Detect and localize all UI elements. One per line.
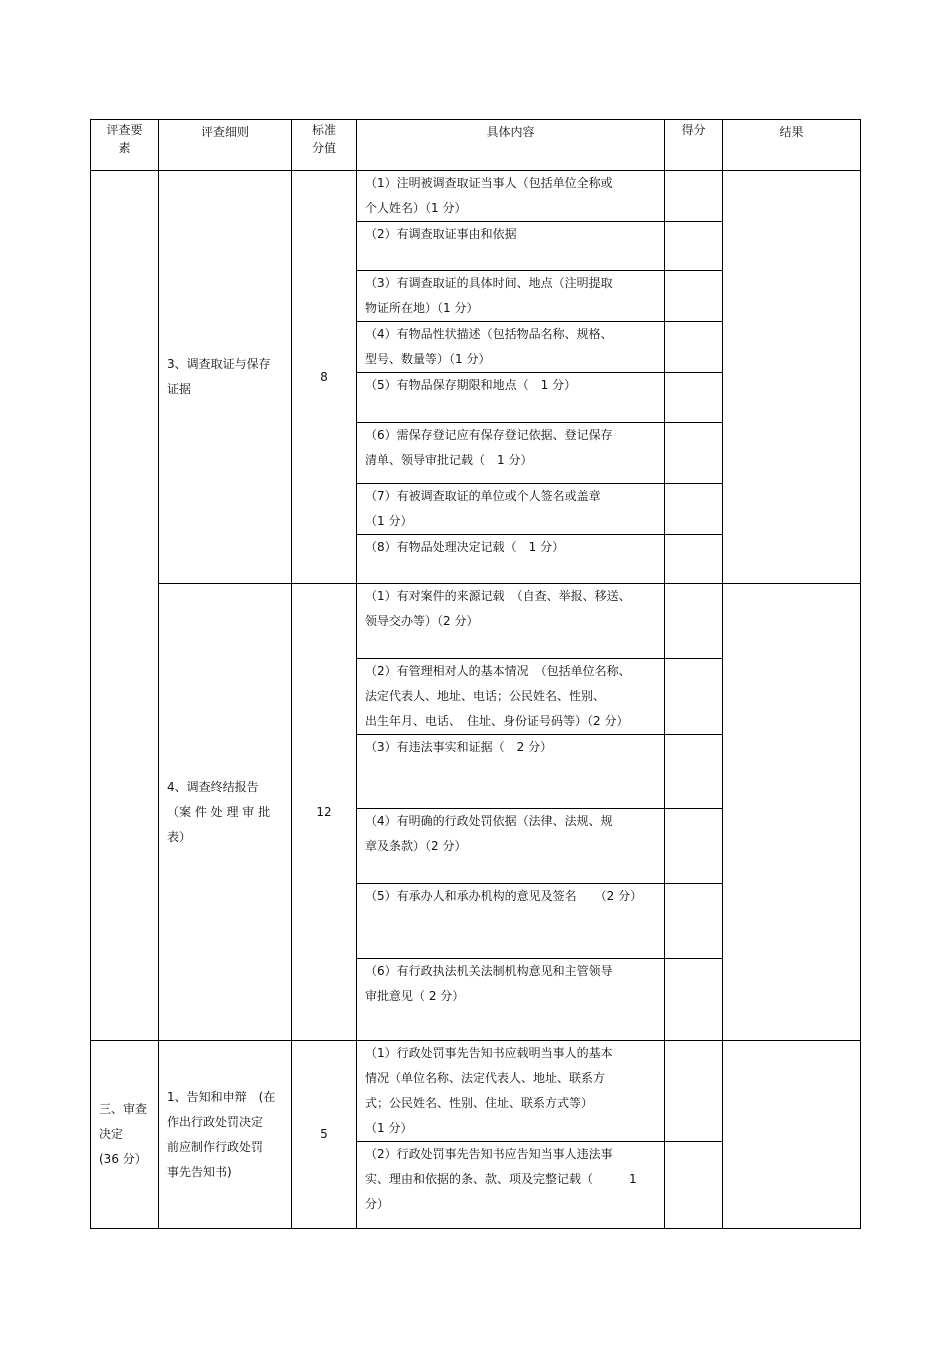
content-item: （5）有物品保存期限和地点（ 1 分） <box>357 373 665 423</box>
header-content: 具体内容 <box>357 120 665 171</box>
element-review: 三、审查 决定 (36 分） <box>91 1041 159 1229</box>
criterion-report: 4、调查终结报告 （案 件 处 理 审 批 表） <box>159 584 292 1041</box>
content-item: （2）有调查取证事由和依据 <box>357 222 665 271</box>
header-score: 得分 <box>665 120 723 171</box>
result-cell[interactable] <box>723 584 861 1041</box>
score-cell[interactable] <box>665 1142 723 1229</box>
criterion-evidence: 3、调查取证与保存 证据 <box>159 171 292 584</box>
result-cell[interactable] <box>723 1041 861 1229</box>
score-cell[interactable] <box>665 322 723 373</box>
header-row <box>91 120 861 171</box>
content-item: （6）需保存登记应有保存登记依据、登记保存 清单、领导审批记载（ 1 分） <box>357 423 665 484</box>
score-cell[interactable] <box>665 535 723 584</box>
content-item: （1）行政处罚事先告知书应载明当事人的基本 情况（单位名称、法定代表人、地址、联系方 式；公民姓名、性别、住址、联系方式等） （1 分） <box>357 1041 665 1142</box>
score-cell[interactable] <box>665 959 723 1041</box>
content-item: （2）有管理相对人的基本情况 （包括单位名称、 法定代表人、地址、电话；公民姓名、性别、 出生年月、电话、 住址、身份证号码等）（2 分） <box>357 659 665 735</box>
score-cell[interactable] <box>665 584 723 659</box>
content-item: （3）有调查取证的具体时间、地点（注明提取 物证所在地）（1 分） <box>357 271 665 322</box>
content-item: （2）行政处罚事先告知书应告知当事人违法事 实、理由和依据的条、款、项及完整记载（ 1 分） <box>357 1142 665 1229</box>
points-report: 12 <box>292 584 357 1041</box>
content-item: （8）有物品处理决定记载（ 1 分） <box>357 535 665 584</box>
header-element: 评查要 素 <box>91 120 159 171</box>
content-item: （7）有被调查取证的单位或个人签名或盖章 （1 分） <box>357 484 665 535</box>
result-cell[interactable] <box>723 171 861 584</box>
score-cell[interactable] <box>665 1041 723 1142</box>
header-result: 结果 <box>723 120 861 171</box>
score-cell[interactable] <box>665 659 723 735</box>
content-item: （1）注明被调查取证当事人（包括单位全称或 个人姓名）（1 分） <box>357 171 665 222</box>
header-standard: 标准 分值 <box>292 120 357 171</box>
content-item: （6）有行政执法机关法制机构意见和主管领导 审批意见（ 2 分） <box>357 959 665 1041</box>
score-cell[interactable] <box>665 423 723 484</box>
criterion-notice: 1、告知和申辩 (在 作出行政处罚决定 前应制作行政处罚 事先告知书) <box>159 1041 292 1229</box>
table-row <box>91 584 861 659</box>
score-cell[interactable] <box>665 735 723 809</box>
content-item: （4）有明确的行政处罚依据（法律、法规、规 章及条款）（2 分） <box>357 809 665 884</box>
score-cell[interactable] <box>665 809 723 884</box>
score-cell[interactable] <box>665 171 723 222</box>
score-cell[interactable] <box>665 222 723 271</box>
header-rules: 评查细则 <box>159 120 292 171</box>
table-row <box>91 171 861 222</box>
score-cell[interactable] <box>665 373 723 423</box>
points-notice: 5 <box>292 1041 357 1229</box>
content-item: （5）有承办人和承办机构的意见及签名 （2 分） <box>357 884 665 959</box>
score-cell[interactable] <box>665 271 723 322</box>
content-item: （1）有对案件的来源记载 （自查、举报、移送、 领导交办等）（2 分） <box>357 584 665 659</box>
score-cell[interactable] <box>665 884 723 959</box>
evaluation-table <box>90 119 861 1229</box>
element-cell-empty <box>91 171 159 1041</box>
points-evidence: 8 <box>292 171 357 584</box>
score-cell[interactable] <box>665 484 723 535</box>
content-item: （4）有物品性状描述（包括物品名称、规格、 型号、数量等）（1 分） <box>357 322 665 373</box>
content-item: （3）有违法事实和证据（ 2 分） <box>357 735 665 809</box>
table-row <box>91 1041 861 1142</box>
